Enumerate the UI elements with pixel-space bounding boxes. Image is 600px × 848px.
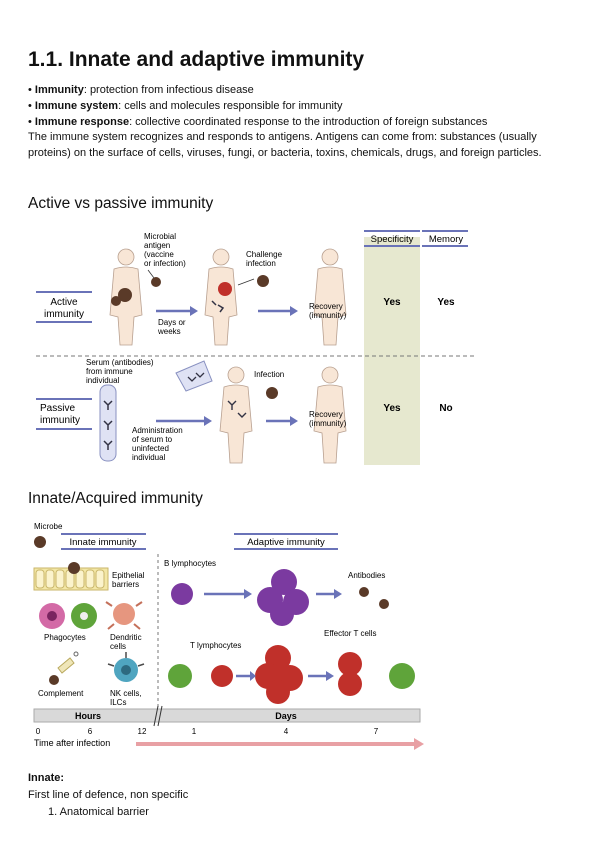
- b-cell-icon: [171, 583, 193, 605]
- time-arrow: [136, 738, 424, 750]
- serum-label: Serum (antibodies) from immune individual: [86, 358, 154, 385]
- dendritic-label: Dendritic cells: [110, 633, 142, 651]
- nk-cell-icon: [108, 652, 144, 682]
- tick-label: 7: [373, 727, 379, 736]
- syringe-icon: [176, 361, 212, 391]
- microbe-icon: [34, 536, 46, 548]
- specificity-column-bg: [364, 237, 420, 465]
- passive-memory-value: No: [439, 403, 453, 414]
- recovery-label-1: Recovery (immunity): [309, 302, 347, 320]
- hours-label: Hours: [74, 711, 102, 721]
- definition-item: • Immune response: collective coordinated response to the introduction of foreign substances: [28, 114, 568, 130]
- adaptive-immunity-label: Adaptive immunity: [247, 537, 325, 548]
- nk-label: NK cells, ILCs: [110, 689, 142, 707]
- definition-list: [28, 82, 568, 130]
- challenge-infection-label: Challenge infection: [246, 250, 283, 268]
- innate-list-item: 1. Anatomical barrier: [48, 806, 149, 818]
- tick-label: 1: [191, 727, 197, 736]
- innate-heading: Innate:: [28, 772, 65, 784]
- body-figure: [220, 367, 252, 463]
- col-specificity: Specificity: [370, 234, 414, 245]
- passive-specificity-value: Yes: [383, 403, 401, 414]
- page-title: 1.1. Innate and adaptive immunity: [28, 48, 365, 71]
- col-memory: Memory: [428, 234, 464, 245]
- passive-label-2: immunity: [40, 415, 81, 426]
- t-cell-icon: [211, 665, 233, 687]
- epithelial-barrier-icon: [34, 562, 108, 590]
- intro-paragraph: The immune system recognizes and responds to antigens. Antigens can come from: substances (usually proteins) on the surface of cells, viruses, fungi, or bacteria, toxins, chemicals, drugs, and foreign particles.: [28, 131, 542, 159]
- tick-label: 12: [137, 727, 147, 736]
- complement-icon: [49, 652, 78, 685]
- body-figure: [205, 249, 237, 345]
- tick-label: 0: [35, 727, 41, 736]
- epithelial-label: Epithelial barriers: [112, 571, 145, 589]
- active-passive-figure: [28, 225, 478, 470]
- time-label: Time after infection: [34, 738, 111, 748]
- antibodies-label: Antibodies: [348, 571, 386, 580]
- active-memory-value: Yes: [437, 297, 455, 308]
- apc-cell-icon: [168, 664, 192, 688]
- passive-label-1: Passive: [40, 403, 76, 414]
- microbial-antigen-label: Microbial antigen (vaccine or infection): [144, 232, 186, 268]
- microbe-icon: [266, 387, 278, 399]
- active-specificity-value: Yes: [383, 297, 401, 308]
- section-heading-active-passive: Active vs passive immunity: [28, 195, 214, 212]
- recovery-label-2: Recovery (immunity): [309, 410, 347, 428]
- tick-label: 6: [87, 727, 93, 736]
- administration-label: Administration of serum to uninfected individual: [132, 426, 183, 462]
- microbe-icon: [151, 277, 161, 287]
- microbe-icon: [359, 587, 369, 597]
- microbe-label: Microbe: [34, 522, 63, 531]
- body-figure: [314, 249, 346, 345]
- section-heading-innate-acquired: Innate/Acquired immunity: [28, 490, 203, 507]
- days-label: Days: [275, 711, 297, 721]
- b-lymph-label: B lymphocytes: [164, 559, 217, 568]
- microbe-icon: [111, 296, 121, 306]
- innate-description: First line of defence, non specific: [28, 789, 189, 801]
- dendritic-cell-icon: [106, 602, 142, 629]
- active-label-2: immunity: [43, 309, 85, 320]
- phagocytes-label: Phagocytes: [44, 633, 86, 642]
- innate-immunity-label: Innate immunity: [69, 537, 137, 548]
- active-label-1: Active: [50, 297, 78, 308]
- activated-cell-icon: [218, 282, 232, 296]
- infected-cell-icon: [389, 663, 415, 689]
- effector-t-label: Effector T cells: [324, 629, 377, 638]
- infection-label: Infection: [254, 370, 285, 379]
- t-cell-cluster-icon: [255, 645, 303, 704]
- complement-label: Complement: [38, 689, 84, 698]
- microbe-icon: [257, 275, 269, 287]
- t-lymph-label: T lymphocytes: [190, 641, 242, 650]
- days-weeks-label: Days or weeks: [158, 318, 186, 336]
- effector-t-cell-icon: [338, 652, 362, 696]
- innate-adaptive-figure: [28, 518, 428, 754]
- tick-label: 4: [283, 727, 289, 736]
- b-cell-cluster-icon: [257, 569, 309, 626]
- definition-item: • Immune system: cells and molecules responsible for immunity: [28, 98, 568, 114]
- definition-item: • Immunity: protection from infectious disease: [28, 82, 568, 98]
- microbe-icon: [379, 599, 389, 609]
